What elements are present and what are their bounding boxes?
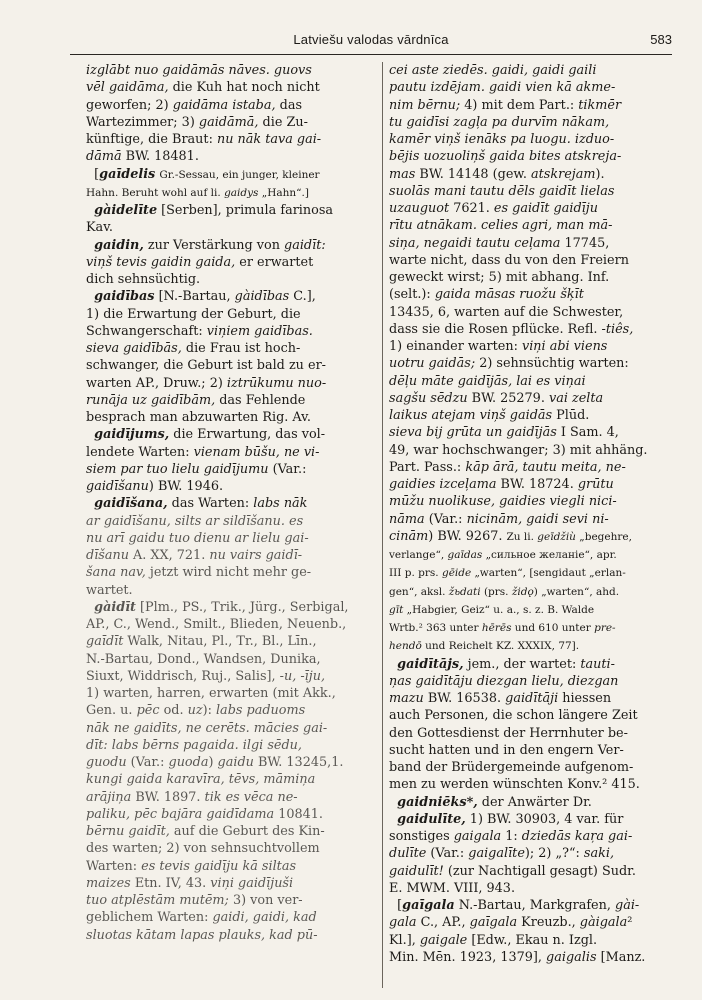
text-line: nāma (Var.: nicinām, gaidi sevi ni- (389, 511, 609, 527)
text-line: Hahn. Beruht wohl auf li. gaidys „Hahn“.] (86, 186, 309, 199)
text-line: 1) einander warten: viņi abi viens (389, 339, 608, 354)
text-line: E. MWM. VIII, 943. (389, 880, 516, 896)
page-header (70, 30, 672, 55)
text-line: kungi gaida karavīra, tēvs, māmiņa (86, 772, 316, 788)
text-line: sluotas kātam lapas plauks, kad pū- (86, 927, 318, 943)
text-line: warte nicht, dass du von den Freiern (389, 252, 629, 268)
text-line: ņas gaidītāju diezgan lielu, diezgan (389, 673, 619, 689)
text-line: (selt.): gaida māsas ruožu šķīt (389, 287, 584, 303)
text-line: band der Brüdergemeinde aufgenom- (389, 760, 634, 775)
text-line: vēl gaidāma, die Kuh hat noch nicht (86, 80, 320, 96)
text-line: [gaīgala N.-Bartau, Markgrafen, gài- (389, 898, 640, 913)
text-line: auch Personen, die schon längere Zeit (389, 708, 638, 724)
text-line: Wrtb.² 363 unter hērēs und 610 unter pre- (389, 622, 616, 634)
text-line: šana nav, jetzt wird nicht mehr ge- (86, 565, 312, 581)
text-line: sagšu sēdzu BW. 25279. vai zelta (389, 390, 604, 406)
text-line: Warten: es tevis gaidīju kā siltas (86, 858, 297, 874)
text-line: sonstiges gaigala 1: dziedās kaŗa gai- (389, 829, 633, 844)
text-line: dulīte (Var.: gaigalīte); 2) „?“: saki, (389, 846, 615, 862)
text-line: nāk ne gaidīts, ne cerēts. mācies gai- (86, 720, 328, 736)
text-line: uzauguot 7621. es gaidīt gaidīju (389, 201, 598, 216)
text-line: besprach man abzuwarten Rig. Av. (86, 410, 311, 425)
text-line: izglābt nuo gaidāmās nāves. guovs (86, 63, 312, 78)
text-line: cinām) BW. 9267. Zu li. geīdžiù „begehre, (389, 528, 632, 544)
text-line: gaidītājs, jem., der wartet: tauti- (397, 656, 615, 672)
text-line: 1) die Erwartung der Geburt, die (86, 306, 301, 322)
text-line: dass sie die Rosen pflücke. Refl. -tiês, (389, 321, 634, 337)
left-column (86, 62, 376, 990)
text-line: pautu izdējam. gaidi vien kā akme- (389, 80, 616, 96)
text-line: dich sehnsüchtig. (86, 272, 201, 287)
page-number: 583 (650, 32, 672, 47)
text-line: wartet. (86, 582, 133, 598)
text-line: gala C., AP., gaīgala Kreuzb., gàigala² (389, 915, 633, 931)
text-line: gaīdīt Walk, Nitau, Pl., Tr., Bl., Līn., (86, 634, 317, 650)
text-line: Wartezimmer; 3) gaidāmā, die Zu- (86, 114, 308, 130)
text-line: siņa, negaidi tautu ceļama 17745, (389, 235, 610, 251)
text-line: mas BW. 14148 (gew. atskrejam). (389, 166, 605, 182)
text-line: sucht hatten und in den engern Ver- (389, 742, 624, 758)
text-line: uotru gaidās; 2) sehnsüchtig warten: (389, 356, 629, 372)
text-line: Gen. u. pēc od. uz): labs paduoms (86, 703, 306, 719)
text-line: N.-Bartau, Dond., Wandsen, Dunika, (86, 651, 321, 667)
text-line: Kl.], gaigale [Edw., Ekau n. Izgl. (389, 932, 598, 948)
text-line: 13435, 6, warten auf die Schwester, (389, 304, 624, 320)
text-line: dāmā BW. 18481. (86, 149, 199, 165)
text-line: Kav. (86, 220, 113, 236)
text-line: viņš tevis gaidin gaida, er erwartet (86, 254, 314, 270)
text-line: dīšanu A. XX, 721. nu vairs gaidī- (86, 548, 303, 563)
text-line: men zu werden wünschten Konv.² 415. (389, 777, 640, 793)
text-line: tu gaidīsi zagļa pa durvīm nākam, (389, 114, 610, 130)
text-line: paliku, pēc bajāra gaidīdama 10841. (86, 806, 324, 822)
text-line: warten AP., Druw.; 2) iztrūkumu nuo- (86, 375, 327, 391)
text-line: maizes Etn. IV, 43. viņi gaidījuši (86, 875, 294, 891)
text-line: gaidniēks*, der Anwärter Dr. (397, 794, 592, 810)
text-line: nim bērnu; 4) mit dem Part.: tikmēr (389, 97, 622, 113)
text-line: gàidelīte [Serben], primula farinosa (94, 203, 334, 218)
text-line: geblichem Warten: gaidi, gaidi, kad (86, 910, 317, 926)
text-line: III p. prs. gēide „warten“, [sengidaut „erlan- (389, 567, 626, 580)
text-line: geworfen; 2) gaidāma istaba, das (86, 97, 303, 113)
text-line: gīt „Habgier, Geiz“ u. a., s. z. B. Walde (389, 603, 595, 616)
text-line: dīt: labs bērns pagaida. ilgi sēdu, (86, 737, 302, 753)
right-column (389, 62, 681, 990)
text-line: dēļu māte gaidījās, lai es viņai (389, 373, 586, 389)
text-line: bējis uozuoliņš gaida bites atskreja- (389, 149, 622, 165)
text-line: runāja uz gaidībām, das Fehlende (86, 392, 306, 408)
text-line: des warten; 2) von sehnsuchtvollem (86, 841, 320, 857)
text-line: nu arī gaidu tuo dienu ar lielu gai- (86, 530, 309, 546)
text-line: suolās mani tautu dēls gaidīt lielas (389, 183, 615, 199)
text-line: künftige, die Braut: nu nāk tava gai- (86, 132, 322, 147)
text-line: rītu atnākam. celies agri, man mā- (389, 218, 613, 234)
text-line: gaidījums, die Erwartung, das vol- (94, 427, 326, 443)
text-line: schwanger, die Geburt ist bald zu er- (86, 358, 327, 374)
text-line: sieva gaidībās, die Frau ist hoch- (86, 341, 301, 356)
text-line: geweckt wirst; 5) mit abhang. Inf. (389, 270, 610, 285)
text-line: gaidies izceļama BW. 18724. grūtu (389, 477, 614, 492)
text-line: den Gottesdienst der Herrnhuter be- (389, 725, 628, 741)
text-line: laikus atejam viņš gaidās Plūd. (389, 408, 590, 423)
text-line: lendete Warten: vienam būšu, ne vi- (86, 444, 320, 460)
text-line: gàidīt [Plm., PS., Trik., Jürg., Serbigal, (94, 599, 349, 615)
text-line: bērnu gaidīt, auf die Geburt des Kin- (86, 824, 325, 839)
text-line: gaidīšana, das Warten: labs nāk (94, 496, 308, 512)
column-divider (382, 62, 383, 988)
text-line: gen“, aksl. žьdati (prs. židǫ) „warten“, ahd. (389, 585, 620, 598)
text-line: verlange“, gaīdas „сильное желаніе“, apr. (389, 549, 617, 561)
running-title: Latviešu valodas vārdnīca (293, 32, 449, 47)
text-line: kamēr viņš ienāks pa luogu. izduo- (389, 132, 615, 147)
text-line: [gaīdelis Gr.-Sessau, ein junger, kleiner (86, 166, 320, 182)
text-line: AP., C., Wend., Smilt., Blieden, Neuenb., (86, 617, 347, 632)
text-line: 49, war hochschwanger; 3) mit ahhäng. (389, 442, 648, 458)
text-line: gaidulīt! (zur Nachtigall gesagt) Sudr. (389, 863, 636, 879)
text-line: siem par tuo lielu gaidījumu (Var.: (86, 461, 307, 477)
text-line: ar gaidīšanu, silts ar sildīšanu. es (86, 513, 304, 529)
text-line: Schwangerschaft: viņiem gaidības. (86, 323, 313, 339)
text-line: mazu BW. 16538. gaidītāji hiessen (389, 691, 612, 706)
text-line: gaidīšanu) BW. 1946. (86, 479, 224, 494)
text-line: gaidulīte, 1) BW. 30903, 4 var. für (397, 811, 624, 827)
text-line: mūžu nuolikuse, gaidies viegli nici- (389, 494, 617, 510)
text-line: gaidin, zur Verstärkung von gaidīt: (94, 237, 326, 253)
text-line: gaidības [N.-Bartau, gàidības C.], (94, 289, 316, 305)
text-line: arājiņa BW. 1897. tik es vēca ne- (86, 789, 298, 805)
text-line: Min. Mēn. 1923, 1379], gaigalis [Manz. (389, 949, 646, 965)
text-line: 1) warten, harren, erwarten (mit Akk., (86, 686, 336, 701)
text-line: sieva bij grūta un gaidījās I Sam. 4, (389, 425, 619, 441)
text-line: Siuxt, Widdrisch, Ruj., Salis], -u, -īju, (86, 668, 326, 684)
text-line: guodu (Var.: guoda) gaidu BW. 13245,1. (86, 755, 344, 770)
text-line: hendō und Reichelt KZ. XXXIX, 77]. (389, 640, 580, 653)
text-line: cei aste ziedēs. gaidi, gaidi gaili (389, 63, 597, 78)
text-line: tuo atplēstām mutēm; 3) von ver- (86, 893, 303, 908)
text-line: Part. Pass.: kāp ārā, tautu meita, ne- (389, 459, 626, 475)
